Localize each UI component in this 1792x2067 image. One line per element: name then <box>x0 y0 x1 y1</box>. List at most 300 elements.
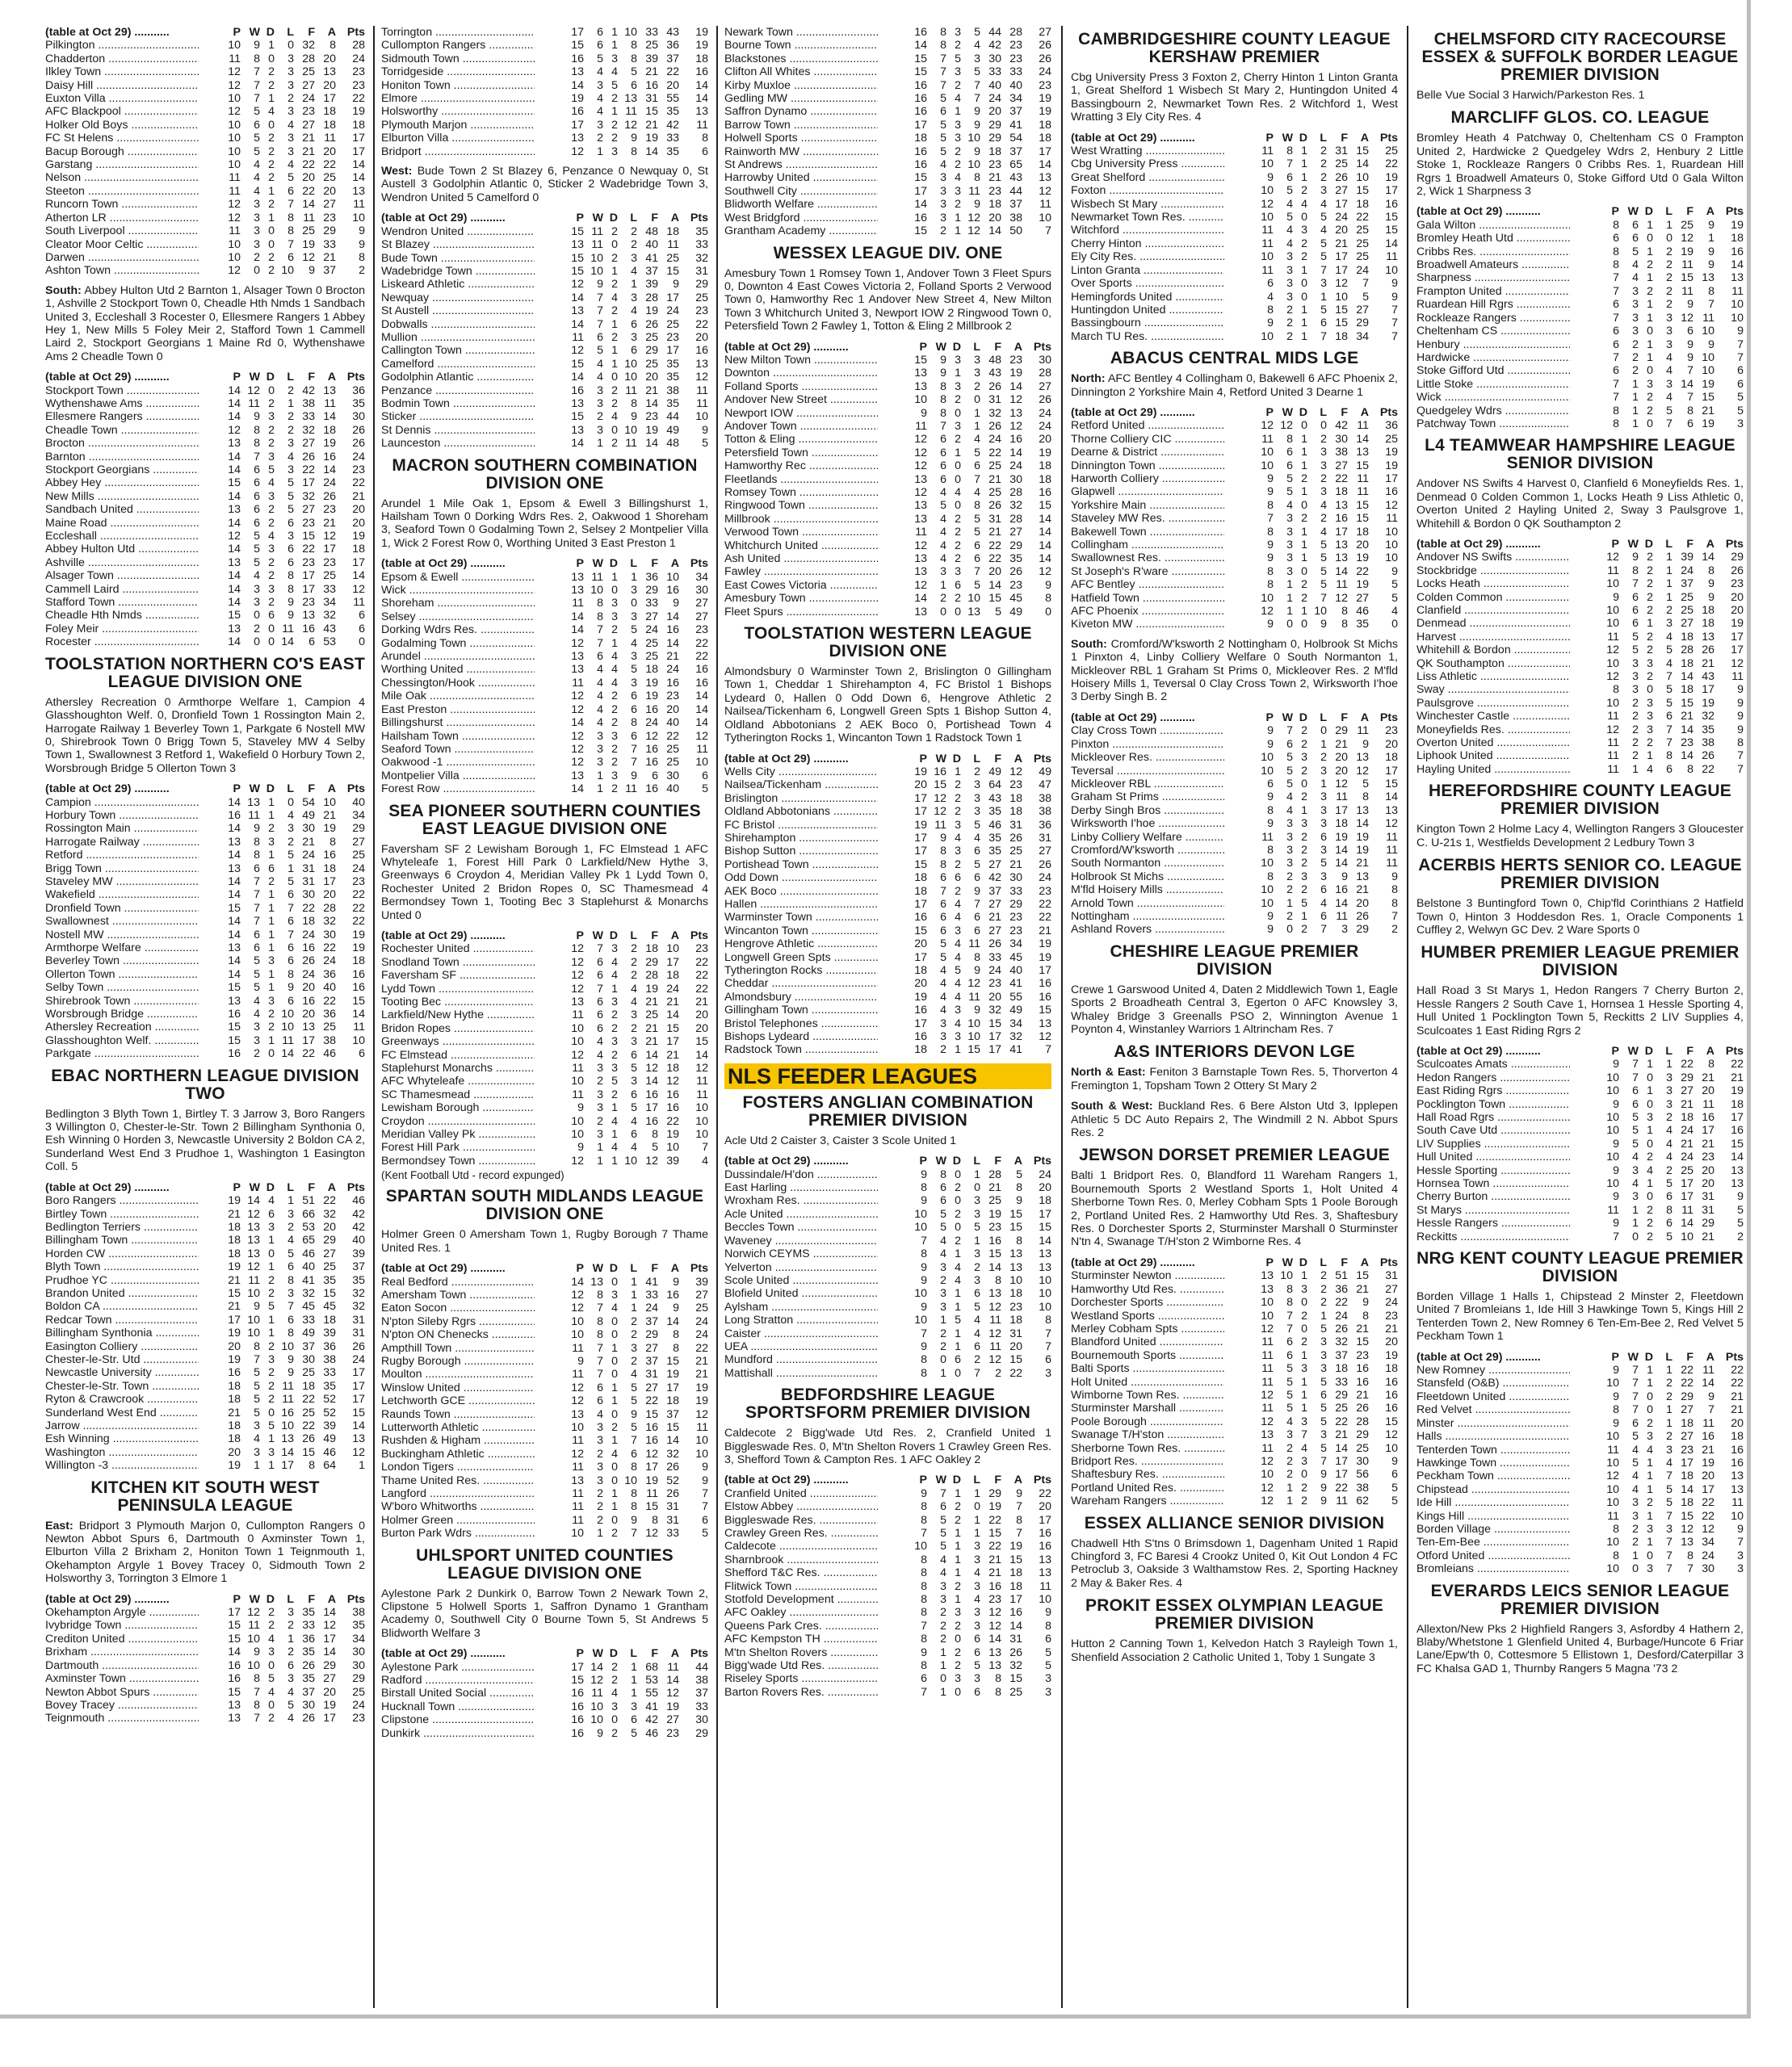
leader-dots <box>1498 1217 1570 1230</box>
stat-cell: 11 <box>572 1434 584 1448</box>
stat-cell: 7 <box>1613 350 1619 364</box>
stat-cell: 2 <box>1286 909 1293 923</box>
team-name: Bishop Sutton <box>724 845 796 858</box>
stat-cell: 17 <box>1681 1177 1693 1190</box>
stat-cell: 3 <box>611 52 618 65</box>
stat-cell: 0 <box>268 1047 275 1061</box>
stat-cell: 10 <box>1280 1269 1293 1283</box>
stat-cell: 9 <box>1737 1190 1744 1204</box>
stat-cell: 8 <box>1362 1309 1369 1323</box>
leader-dots <box>1460 338 1570 351</box>
table-header-row <box>1416 1351 1744 1364</box>
table-row <box>45 836 365 849</box>
table-row <box>724 171 1051 184</box>
leader-dots <box>115 1699 199 1712</box>
league-heading: TOOLSTATION NORTHERN CO'S EAST LEAGUE DIVISION ONE <box>45 654 365 691</box>
stat-cell: 0 <box>611 423 618 437</box>
stat-cell: 24 <box>302 967 315 981</box>
stat-cell: 9 <box>673 1302 679 1315</box>
stat-cell: 7 <box>1286 157 1293 171</box>
leader-dots <box>822 1620 878 1633</box>
table-row <box>724 1620 1051 1633</box>
stat-cell: 22 <box>666 65 679 79</box>
stat-cell: 5 <box>974 1659 980 1673</box>
stat-cell: 2 <box>1666 1377 1672 1390</box>
stat-cell: 9 <box>1737 683 1744 697</box>
stat-cell: 4 <box>1666 1151 1672 1164</box>
stat-cell: 26 <box>352 1340 365 1353</box>
stat-cell: 12 <box>247 384 260 397</box>
stat-cell: 6 <box>254 862 260 875</box>
stat-cell: 6 <box>631 690 637 703</box>
stat-cell: 8 <box>673 1341 679 1355</box>
stat-cell: 19 <box>1385 446 1398 459</box>
stat-cell: 12 <box>228 105 241 119</box>
leader-dots <box>447 703 535 716</box>
stat-cell: 7 <box>974 1366 980 1380</box>
stat-cell: 32 <box>352 1286 365 1300</box>
stat-cell: 2 <box>1647 604 1653 617</box>
team-name: Barton Rovers Res. <box>724 1685 825 1699</box>
stat-cell: 2 <box>1632 723 1639 736</box>
stat-cell: 13 <box>571 584 584 597</box>
leader-dots <box>124 384 199 397</box>
stat-cell: 30 <box>695 1713 708 1727</box>
stat-cell: 17 <box>1335 263 1348 277</box>
stat-cell: 2 <box>268 198 275 212</box>
stat-cell: 30 <box>323 928 336 941</box>
stat-cell: 2 <box>1391 923 1398 937</box>
stat-cell: 8 <box>287 967 294 981</box>
stat-cell: 2 <box>631 1328 637 1342</box>
stat-cell: 1 <box>974 1168 980 1181</box>
stat-cell: 13 <box>1009 406 1022 420</box>
column-header: P <box>576 1262 584 1276</box>
team-name: Bermondsey Town <box>381 1154 476 1168</box>
team-name: Fawley <box>724 565 761 579</box>
stat-cell: 10 <box>624 371 637 384</box>
stat-cell: 2 <box>611 132 618 145</box>
column-header: P <box>576 929 584 942</box>
stat-cell: 13 <box>1039 171 1051 185</box>
leader-dots <box>453 1514 535 1527</box>
stat-cell: 8 <box>597 597 603 610</box>
stat-cell: 3 <box>955 65 961 79</box>
stat-cell: 3 <box>1666 338 1672 351</box>
team-name: Fleet Spurs <box>724 605 783 618</box>
stat-cell: 21 <box>1702 1137 1714 1151</box>
team-name: Montpelier Villa <box>381 769 460 782</box>
stat-cell: 3 <box>955 1004 961 1017</box>
stat-cell: 11 <box>1681 258 1693 272</box>
table-date-label: (table at Oct 29) ........... <box>45 1592 170 1606</box>
stat-cell: 7 <box>974 472 980 486</box>
stat-cell: 45 <box>302 1300 315 1314</box>
stat-cell: 8 <box>254 423 260 437</box>
stat-cell: 8 <box>940 857 946 871</box>
table-row <box>724 937 1051 950</box>
stat-cell: 10 <box>1385 525 1398 539</box>
team-name: Paulsgrove <box>1416 696 1474 710</box>
stat-cell: 2 <box>1647 391 1653 405</box>
table-row <box>1071 446 1398 459</box>
team-name: Staplehurst Monarchs <box>381 1062 493 1075</box>
stat-cell: 31 <box>302 862 315 875</box>
leader-dots <box>430 238 535 251</box>
stat-cell: 2 <box>1647 670 1653 684</box>
stat-cell: 2 <box>955 145 961 158</box>
stat-cell: 12 <box>1261 1454 1274 1468</box>
leader-dots <box>426 690 535 702</box>
stat-cell: 2 <box>611 716 618 730</box>
stat-cell: 19 <box>1039 950 1051 964</box>
table-row <box>45 251 365 264</box>
stat-cell: 17 <box>352 1379 365 1393</box>
table-row <box>1071 237 1398 250</box>
stat-cell: 4 <box>611 1302 618 1315</box>
leader-dots <box>440 782 535 795</box>
stat-cell: 27 <box>302 78 315 92</box>
team-name: AFC Whyteleafe <box>381 1075 465 1088</box>
stat-cell: 1 <box>631 570 637 584</box>
stat-cell: 18 <box>1681 683 1693 697</box>
stat-cell: 54 <box>302 795 315 809</box>
stat-cell: 7 <box>631 1527 637 1541</box>
stat-cell: 15 <box>988 1247 1001 1261</box>
stat-cell: 4 <box>268 476 275 490</box>
stat-cell: 9 <box>1613 1390 1619 1403</box>
stat-cell: 22 <box>352 888 365 902</box>
team-name: Ringwood Town <box>724 499 805 513</box>
results-paragraph <box>1071 983 1398 1037</box>
stat-cell: 3 <box>974 791 980 805</box>
stat-cell: 20 <box>323 1220 336 1234</box>
stat-cell: 5 <box>631 1101 637 1115</box>
leader-dots <box>796 486 878 499</box>
stat-cell: 11 <box>696 1420 708 1434</box>
table-row <box>45 1340 365 1353</box>
stat-cell: 10 <box>571 1328 584 1342</box>
stat-cell: 11 <box>1261 145 1274 158</box>
results-text: Athersley Recreation 0 Armthorpe Welfare 1, Campion 4 Glasshoughton Welf. 0, Dronfield Town 1 Rossington Main 2, Harrogate Railway 1 Beverley Town 1, Parkgate 6 Nostell MW 0, Shirebrook Town 0 Brigg Town 5, Staveley MW 4 Selby Town 1, Swallownest 3 Retford 1, Wakefield 0 Horbury Town 2, Worsbrough Bridge 5 Ollerton Town 3 <box>45 695 365 775</box>
team-name: Hamworthy Rec <box>724 459 806 473</box>
stat-cell: 13 <box>1731 1470 1744 1483</box>
stat-cell: 10 <box>247 1327 260 1340</box>
team-name: Elmore <box>381 92 418 106</box>
column-header: Pts <box>346 26 365 39</box>
leader-dots <box>791 119 878 132</box>
stat-cell: 8 <box>1737 736 1744 750</box>
stat-cell: 1 <box>1286 1481 1293 1495</box>
leader-dots <box>141 1221 199 1234</box>
stat-cell: 34 <box>1009 937 1022 951</box>
stat-cell: 0 <box>1301 277 1307 291</box>
stat-cell: 26 <box>1356 1402 1369 1415</box>
stat-cell: 8 <box>1632 564 1639 577</box>
team-name: Wadebridge Town <box>381 264 472 278</box>
table-row <box>381 105 708 118</box>
stat-cell: 7 <box>940 78 946 92</box>
stat-cell: 6 <box>1613 298 1619 312</box>
stat-cell: 9 <box>1320 1495 1327 1508</box>
team-name: Sunderland West End <box>45 1406 157 1419</box>
stat-cell: 17 <box>1335 803 1348 817</box>
table-row <box>381 1474 708 1487</box>
stat-cell: 18 <box>228 1432 241 1446</box>
stat-cell: 28 <box>1681 644 1693 657</box>
stat-cell: 12 <box>1009 765 1022 778</box>
stat-cell: 11 <box>572 330 584 344</box>
stat-cell: 20 <box>323 52 336 65</box>
stat-cell: 4 <box>254 569 260 583</box>
stat-cell: 10 <box>914 1540 927 1553</box>
stat-cell: 4 <box>940 512 946 526</box>
stat-cell: 48 <box>666 437 679 451</box>
stat-cell: 15 <box>571 264 584 278</box>
stat-cell: 12 <box>571 702 584 716</box>
stat-cell: 25 <box>323 569 336 583</box>
stat-cell: 22 <box>988 1513 1001 1527</box>
table-row <box>724 198 1051 211</box>
stat-cell: 13 <box>914 552 927 566</box>
stat-cell: 11 <box>1681 284 1693 298</box>
stat-cell: 16 <box>934 765 946 778</box>
stat-cell: 6 <box>702 1513 708 1527</box>
stat-cell: 11 <box>282 622 294 635</box>
stat-cell: 19 <box>1009 367 1022 380</box>
leader-dots <box>443 65 535 78</box>
leader-dots <box>443 716 535 729</box>
results-text: Buckland Res. 6 Bere Alston Utd 3, Ipplepen Athletic 5 DC Auto Repairs 2, The Windmill 2 N. Abbot Spurs Res. 2 <box>1071 1100 1398 1140</box>
stat-cell: 2 <box>1666 604 1672 617</box>
team-name: Staveley MW <box>45 874 113 888</box>
stat-cell: 14 <box>228 1646 241 1659</box>
stat-cell: 13 <box>1731 271 1744 285</box>
stat-cell: 14 <box>228 516 241 530</box>
stat-cell: 7 <box>974 78 980 92</box>
stat-cell: 4 <box>631 1368 637 1381</box>
leader-dots <box>459 730 535 743</box>
table-row <box>45 79 365 92</box>
stat-cell: 12 <box>247 1207 260 1221</box>
team-name: Oldland Abbotonians <box>724 805 830 819</box>
stat-cell: 25 <box>1681 590 1693 604</box>
results-text: Holmer Green 0 Amersham Town 1, Rugby Borough 7 Thame United Res. 1 <box>381 1228 708 1255</box>
stat-cell: 7 <box>287 901 294 915</box>
stat-cell: 12 <box>666 1075 679 1088</box>
table-row <box>381 39 708 52</box>
leader-dots <box>447 1049 535 1062</box>
stat-cell: 10 <box>624 26 637 39</box>
table-row <box>45 1247 365 1260</box>
league-heading: CHELMSFORD CITY RACECOURSE ESSEX & SUFFOLK BORDER LEAGUE PREMIER DIVISION <box>1421 30 1739 84</box>
stat-cell: 2 <box>955 791 961 805</box>
stat-cell: 14 <box>352 569 365 583</box>
team-name: Portishead Town <box>724 857 809 871</box>
stat-cell: 16 <box>645 1420 658 1434</box>
stat-cell: 10 <box>967 158 980 172</box>
stat-cell: 13 <box>228 1698 241 1712</box>
stat-cell: 16 <box>695 676 708 690</box>
stat-cell: 12 <box>1261 1495 1274 1508</box>
table-row <box>1071 618 1398 631</box>
stat-cell: 1 <box>1647 271 1653 285</box>
stat-cell: 4 <box>1632 258 1639 272</box>
stat-cell: 2 <box>268 132 275 145</box>
stat-cell: 2 <box>287 1646 294 1659</box>
column-header: D <box>1299 1256 1307 1269</box>
leader-dots <box>1445 683 1570 696</box>
team-name: Swallownest Res. <box>1071 551 1161 565</box>
results-text: Almondsbury 0 Warminster Town 2, Brislington 0 Gillingham Town 1, Cheddar 1 Shirehampton 4, FC Bristol 1 Bishops Lydeard 0, Hallen 0 Odd Down 6, Hengrove Athletic 2 Nailsea/Tickenham 6, Longwell Green Spts 1 Bishop Sutton 4, Oldland Abbotonians 2 AEK Boco 0, Portishead Town 4 Tytherington Rocks 1, Wincanton Town 1 Radstock Town 1 <box>724 665 1051 745</box>
stat-cell: 14 <box>352 1008 365 1021</box>
team-name: Ashville <box>45 556 85 569</box>
leader-dots <box>416 410 535 423</box>
stat-cell: 3 <box>631 1075 637 1088</box>
stat-cell: 10 <box>1606 1377 1619 1390</box>
team-name: Moulton <box>381 1368 422 1381</box>
stat-cell: 7 <box>1687 1562 1693 1576</box>
stat-cell: 0 <box>268 1658 275 1672</box>
stat-cell: 29 <box>1356 1428 1369 1442</box>
table-row <box>381 1276 708 1289</box>
stat-cell: 10 <box>571 1035 584 1049</box>
table-row <box>1416 697 1744 710</box>
team-name: Holker Old Boys <box>45 118 128 132</box>
stat-cell: 8 <box>1267 564 1274 578</box>
stat-cell: 17 <box>1039 145 1051 158</box>
stat-cell: 6 <box>974 1646 980 1659</box>
stat-cell: 1 <box>611 1101 618 1115</box>
stat-cell: 8 <box>1267 498 1274 512</box>
stat-cell: 3 <box>1647 377 1653 391</box>
stat-cell: 3 <box>268 954 275 968</box>
stat-cell: 15 <box>571 39 584 52</box>
stat-cell: 21 <box>645 996 658 1008</box>
team-name: Whitehill & Bordon <box>1416 644 1511 657</box>
stat-cell: 4 <box>611 676 618 690</box>
table-row <box>1071 1468 1398 1481</box>
stat-cell: 15 <box>914 52 927 65</box>
stat-cell: 0 <box>268 1247 275 1260</box>
stat-cell: 3 <box>1320 277 1327 291</box>
stat-cell: 18 <box>1335 817 1348 831</box>
leader-dots <box>802 1043 878 1056</box>
stat-cell: 6 <box>1687 417 1693 430</box>
stat-cell: 14 <box>1702 551 1714 564</box>
table-row <box>724 473 1051 486</box>
stat-cell: 1 <box>1301 803 1307 817</box>
stat-cell: 8 <box>974 171 980 185</box>
team-name: Swallownest <box>45 915 109 929</box>
stat-cell: 6 <box>1320 909 1327 923</box>
stat-cell: 4 <box>254 184 260 198</box>
stat-cell: 5 <box>268 1300 275 1314</box>
stat-cell: 17 <box>323 874 336 888</box>
table-row <box>45 463 365 476</box>
leader-dots <box>772 1235 878 1247</box>
team-name: Reckitts <box>1416 1230 1458 1243</box>
stat-cell: 4 <box>597 1048 603 1062</box>
team-name: Holmer Green <box>381 1513 454 1527</box>
stat-cell: 6 <box>974 1287 980 1301</box>
stat-cell: 14 <box>228 410 241 424</box>
stat-cell: 46 <box>352 1194 365 1208</box>
stat-cell: 1 <box>597 769 603 782</box>
stat-cell: 11 <box>1607 630 1619 644</box>
stat-cell: 14 <box>666 636 679 650</box>
stat-cell: 20 <box>695 330 708 344</box>
column-header: D <box>266 371 275 384</box>
stat-cell: 1 <box>1666 1416 1672 1430</box>
stat-cell: 12 <box>571 344 584 358</box>
leader-dots <box>1502 1084 1570 1097</box>
stat-cell: 0 <box>1320 419 1327 433</box>
table-header-row <box>724 1474 1051 1486</box>
stat-cell: 33 <box>302 410 315 424</box>
stat-cell: 1 <box>611 357 618 371</box>
stat-cell: 3 <box>597 423 603 437</box>
stat-cell: 6 <box>359 609 365 623</box>
table-row <box>381 1101 708 1114</box>
stat-cell: 38 <box>695 1674 708 1688</box>
stat-cell: 10 <box>1261 157 1274 171</box>
stat-cell: 8 <box>921 1181 927 1195</box>
stat-cell: 19 <box>695 26 708 39</box>
leader-dots <box>149 463 199 476</box>
stat-cell: 2 <box>611 1726 618 1740</box>
stat-cell: 3 <box>287 132 294 145</box>
stat-cell: 23 <box>1009 353 1022 367</box>
stat-cell: 7 <box>1613 1230 1619 1243</box>
stat-cell: 6 <box>1666 1217 1672 1231</box>
stat-cell: 7 <box>1613 311 1619 325</box>
leader-dots <box>443 756 535 769</box>
stat-cell: 1 <box>1301 551 1307 565</box>
stat-cell: 25 <box>323 1021 336 1034</box>
stat-cell: 5 <box>1320 1375 1327 1389</box>
table-row <box>45 1034 365 1047</box>
results-text: Belstone 3 Buntingford Town 0, Chip'fld Corinthians 2 Hatfield Town 0, Hinton 3 Hoddesdon Res. 1, Oracle Components 1 Cuffley 2, Welwyn GC Dev. 2 Ware Sports 0 <box>1416 897 1744 937</box>
stat-cell: 10 <box>228 39 241 52</box>
stat-cell: 11 <box>625 782 637 796</box>
stat-cell: 2 <box>268 1008 275 1021</box>
stat-cell: 14 <box>228 569 241 583</box>
stat-cell: 9 <box>1391 1454 1398 1468</box>
table-row <box>724 1314 1051 1327</box>
leader-dots <box>1517 312 1570 325</box>
stat-cell: 16 <box>1385 197 1398 211</box>
stat-cell: 7 <box>702 1487 708 1500</box>
stat-cell: 2 <box>268 437 275 451</box>
team-name: Daisy Hill <box>45 78 94 92</box>
stat-cell: 21 <box>645 1035 658 1049</box>
stat-cell: 0 <box>611 1713 618 1727</box>
stat-cell: 3 <box>268 1220 275 1234</box>
leader-dots <box>780 552 878 565</box>
stat-cell: 0 <box>1647 1549 1653 1562</box>
stat-cell: 3 <box>631 584 637 597</box>
stat-cell: 29 <box>1009 897 1022 911</box>
stat-cell: 2 <box>268 1021 275 1034</box>
stat-cell: 14 <box>1681 749 1693 763</box>
leader-dots <box>800 212 878 224</box>
team-name: Denmead <box>1416 617 1467 631</box>
stat-cell: 10 <box>247 1658 260 1672</box>
stat-cell: 19 <box>228 1194 241 1208</box>
leader-dots <box>116 1194 199 1207</box>
stat-cell: 10 <box>1261 459 1274 472</box>
